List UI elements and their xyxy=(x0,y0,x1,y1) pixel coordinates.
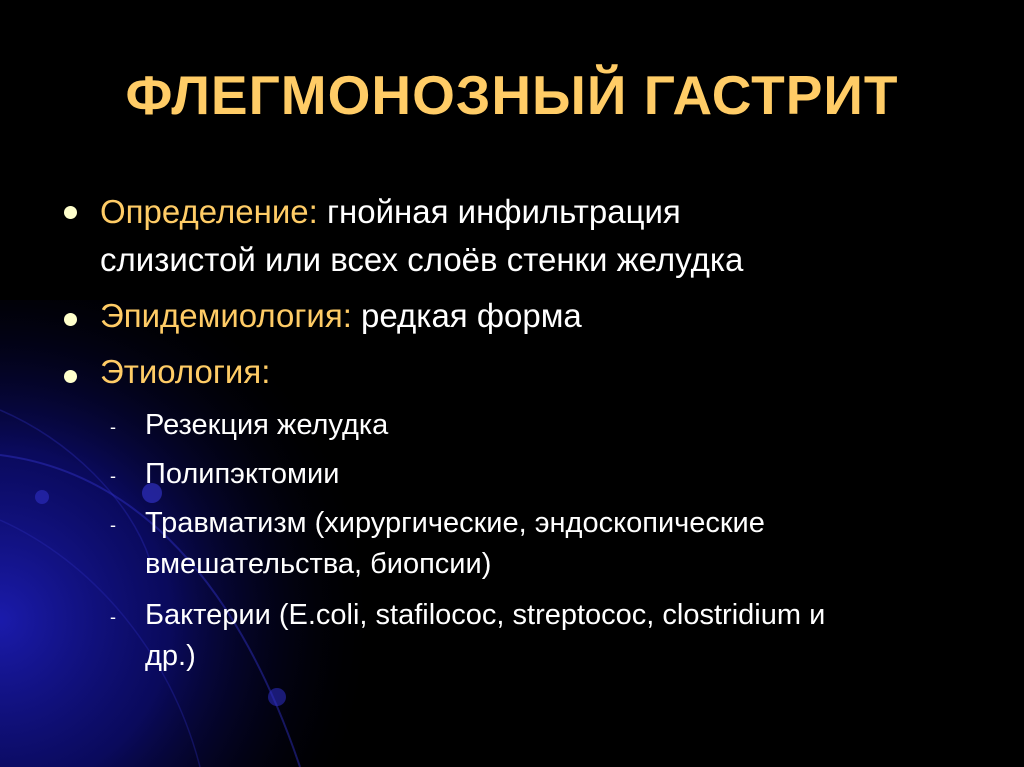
dash-marker: - xyxy=(110,466,116,486)
sub-item-bacteria-line-2: др.) xyxy=(145,640,196,672)
slide-title: ФЛЕГМОНОЗНЫЙ ГАСТРИТ xyxy=(125,64,899,126)
bullet-text-epidemiology: редкая форма xyxy=(361,297,582,334)
dash-marker: - xyxy=(110,607,116,627)
dash-marker: - xyxy=(110,515,116,535)
sub-item-bacteria-line-1: Бактерии (E.coli, stafilococ, streptococ, clostridium и xyxy=(145,599,826,631)
bullet-icon xyxy=(64,313,77,326)
dash-marker: - xyxy=(110,417,116,437)
bullet-etiology xyxy=(100,348,270,396)
bullet-text-definition: гнойная инфильтрация xyxy=(327,193,681,230)
bullet-definition-line-2: слизистой или всех слоёв стенки желудка xyxy=(100,241,744,278)
bullet-icon xyxy=(64,370,77,383)
bullet-term-etiology: Этиология: xyxy=(100,353,271,390)
bullet-icon xyxy=(64,206,77,219)
bullet-definition-line-1 xyxy=(100,188,681,236)
bullet-term-definition: Определение: xyxy=(100,193,318,230)
sub-item-trauma-line-1: Травматизм (хирургические, эндоскопические xyxy=(145,507,765,539)
sub-item-resection: Резекция желудка xyxy=(145,409,389,441)
sub-item-polypectomy: Полипэктомии xyxy=(145,458,340,490)
bullet-epidemiology xyxy=(100,292,582,340)
bullet-term-epidemiology: Эпидемиология: xyxy=(100,297,352,334)
sub-item-trauma-line-2: вмешательства, биопсии) xyxy=(145,548,492,580)
